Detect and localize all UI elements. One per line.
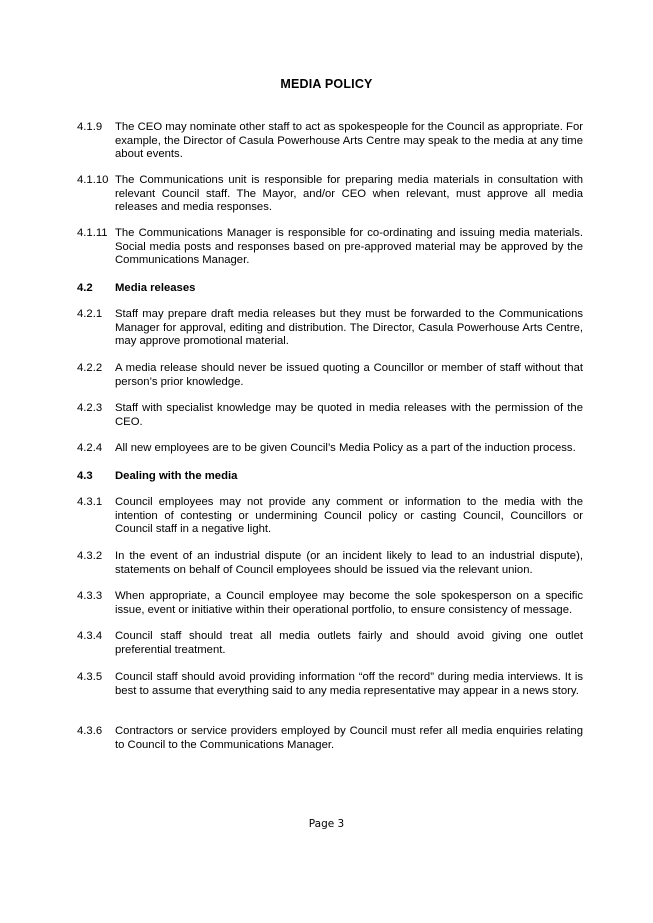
- clause-number: 4.3.6: [77, 725, 103, 737]
- clause-text: Staff may prepare draft media releases but they must be forwarded to the Communications Manager for approval, editing and distribution. The Director, Casula Powerhouse Arts Centre, may approve promotional material.: [115, 308, 583, 347]
- clause-number: 4.3.2: [77, 550, 103, 562]
- clause-number: 4.2.4: [77, 442, 103, 454]
- clause-text: All new employees are to be given Council’s Media Policy as a part of the induction process.: [115, 442, 576, 454]
- clause-text: A media release should never be issued quoting a Councillor or member of staff without that person’s prior knowledge.: [115, 362, 583, 388]
- clause-text: In the event of an industrial dispute (or an incident likely to lead to an industrial dispute), statements on behalf of Council employees should be issued via the relevant union.: [115, 550, 583, 576]
- page-title: MEDIA POLICY: [280, 77, 373, 91]
- clause-number: 4.3.3: [77, 590, 103, 602]
- clause-text: Staff with specialist knowledge may be quoted in media releases with the permission of the CEO.: [115, 402, 583, 428]
- clause-number: 4.1.10: [77, 174, 109, 186]
- section-number: 4.2: [77, 282, 93, 294]
- clause-number: 4.3.5: [77, 671, 103, 683]
- clause-number: 4.2.1: [77, 308, 103, 320]
- section-title: Media releases: [115, 282, 196, 294]
- clause-number: 4.2.2: [77, 362, 103, 374]
- clause-text: When appropriate, a Council employee may become the sole spokesperson on a specific issue, event or initiative within their operational portfolio, to ensure consistency of message.: [115, 590, 583, 616]
- clause-number: 4.1.11: [77, 227, 108, 239]
- clause-number: 4.1.9: [77, 121, 103, 133]
- clause-text: Contractors or service providers employed by Council must refer all media enquiries relating to Council to the Communications Manager.: [115, 725, 583, 751]
- clause-text: Council staff should avoid providing information “off the record” during media interviews. It is best to assume that everything said to any media representative may appear in a news story.: [115, 671, 583, 697]
- clause-number: 4.3.4: [77, 630, 103, 642]
- clause-text: The CEO may nominate other staff to act as spokespeople for the Council as appropriate. For example, the Director of Casula Powerhouse Arts Centre may speak to the media at any time about events.: [115, 121, 583, 160]
- clause-text: The Communications Manager is responsible for co-ordinating and issuing media materials. Social media posts and responses based on pre-approved material may be approved by the Communications Manager.: [115, 227, 583, 266]
- section-title: Dealing with the media: [115, 470, 238, 482]
- section-number: 4.3: [77, 470, 93, 482]
- clause-number: 4.3.1: [77, 496, 103, 508]
- clause-number: 4.2.3: [77, 402, 103, 414]
- clause-text: The Communications unit is responsible for preparing media materials in consultation with relevant Council staff. The Mayor, and/or CEO when relevant, must approve all media releases and media responses.: [115, 174, 583, 213]
- clause-text: Council staff should treat all media outlets fairly and should avoid giving one outlet preferential treatment.: [115, 630, 583, 656]
- page-number-footer: Page 3: [308, 818, 345, 830]
- clause-text: Council employees may not provide any comment or information to the media with the intention of contesting or undermining Council policy or casting Council, Councillors or Council staff in a negative light.: [115, 496, 583, 535]
